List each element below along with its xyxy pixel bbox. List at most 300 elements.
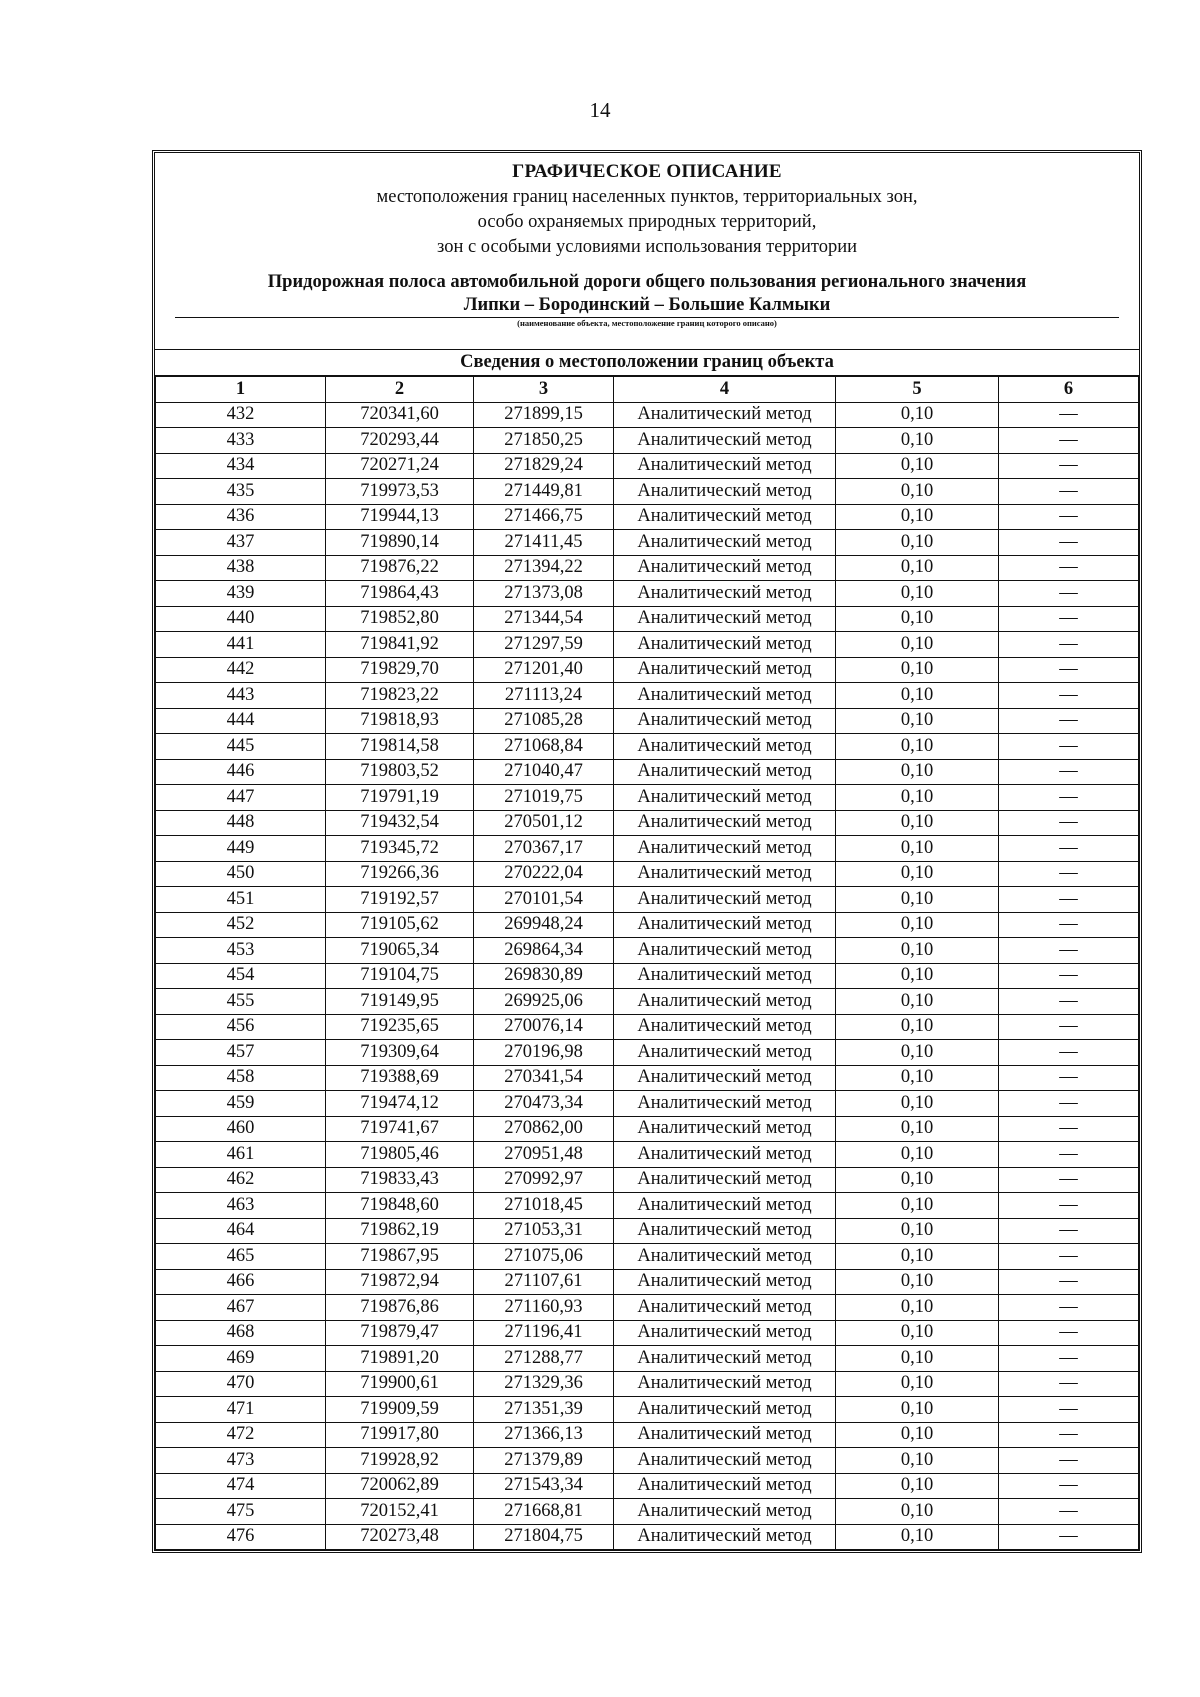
y-coordinate-cell: 271113,24 xyxy=(474,683,614,709)
y-coordinate-cell: 271053,31 xyxy=(474,1218,614,1244)
x-coordinate-cell: 719791,19 xyxy=(326,785,474,811)
description-cell: — xyxy=(999,530,1139,556)
description-cell: — xyxy=(999,887,1139,913)
table-row xyxy=(156,963,1139,989)
y-coordinate-cell: 271329,36 xyxy=(474,1371,614,1397)
description-cell: — xyxy=(999,810,1139,836)
point-number-cell: 447 xyxy=(156,785,326,811)
x-coordinate-cell: 719823,22 xyxy=(326,683,474,709)
table-row xyxy=(156,428,1139,454)
y-coordinate-cell: 270862,00 xyxy=(474,1116,614,1142)
point-number-cell: 453 xyxy=(156,938,326,964)
method-cell: Аналитический метод xyxy=(614,1142,836,1168)
table-row xyxy=(156,734,1139,760)
x-coordinate-cell: 720341,60 xyxy=(326,402,474,428)
section-title: Сведения о местоположении границ объекта xyxy=(155,349,1139,375)
accuracy-cell: 0,10 xyxy=(836,836,999,862)
x-coordinate-cell: 720062,89 xyxy=(326,1473,474,1499)
y-coordinate-cell: 271366,13 xyxy=(474,1422,614,1448)
y-coordinate-cell: 270222,04 xyxy=(474,861,614,887)
x-coordinate-cell: 720273,48 xyxy=(326,1524,474,1550)
description-cell: — xyxy=(999,759,1139,785)
point-number-cell: 456 xyxy=(156,1014,326,1040)
x-coordinate-cell: 719867,95 xyxy=(326,1244,474,1270)
method-cell: Аналитический метод xyxy=(614,810,836,836)
table-row xyxy=(156,938,1139,964)
x-coordinate-cell: 719818,93 xyxy=(326,708,474,734)
table-row xyxy=(156,1499,1139,1525)
point-number-cell: 434 xyxy=(156,453,326,479)
description-cell: — xyxy=(999,912,1139,938)
table-row xyxy=(156,453,1139,479)
table-row xyxy=(156,759,1139,785)
method-cell: Аналитический метод xyxy=(614,861,836,887)
point-number-cell: 442 xyxy=(156,657,326,683)
point-number-cell: 465 xyxy=(156,1244,326,1270)
document-subtitle-line-1: местоположения границ населенных пунктов, территориальных зон, xyxy=(376,187,918,207)
column-header: 6 xyxy=(999,376,1139,402)
document-header xyxy=(155,153,1139,375)
accuracy-cell: 0,10 xyxy=(836,1116,999,1142)
table-row xyxy=(156,606,1139,632)
table-row xyxy=(156,785,1139,811)
x-coordinate-cell: 719862,19 xyxy=(326,1218,474,1244)
accuracy-cell: 0,10 xyxy=(836,479,999,505)
description-cell: — xyxy=(999,504,1139,530)
y-coordinate-cell: 269864,34 xyxy=(474,938,614,964)
y-coordinate-cell: 271107,61 xyxy=(474,1269,614,1295)
accuracy-cell: 0,10 xyxy=(836,1142,999,1168)
document-title: ГРАФИЧЕСКОЕ ОПИСАНИЕ xyxy=(512,161,782,182)
object-name-caption: (наименование объекта, местоположение границ которого описано) xyxy=(517,318,777,328)
y-coordinate-cell: 271351,39 xyxy=(474,1397,614,1423)
y-coordinate-cell: 270341,54 xyxy=(474,1065,614,1091)
method-cell: Аналитический метод xyxy=(614,1448,836,1474)
point-number-cell: 439 xyxy=(156,581,326,607)
description-cell: — xyxy=(999,708,1139,734)
point-number-cell: 440 xyxy=(156,606,326,632)
x-coordinate-cell: 719833,43 xyxy=(326,1167,474,1193)
method-cell: Аналитический метод xyxy=(614,1193,836,1219)
description-cell: — xyxy=(999,1142,1139,1168)
description-cell: — xyxy=(999,1448,1139,1474)
accuracy-cell: 0,10 xyxy=(836,1371,999,1397)
description-cell: — xyxy=(999,1244,1139,1270)
x-coordinate-cell: 719474,12 xyxy=(326,1091,474,1117)
method-cell: Аналитический метод xyxy=(614,530,836,556)
table-row xyxy=(156,632,1139,658)
accuracy-cell: 0,10 xyxy=(836,861,999,887)
method-cell: Аналитический метод xyxy=(614,989,836,1015)
table-row xyxy=(156,1320,1139,1346)
y-coordinate-cell: 271379,89 xyxy=(474,1448,614,1474)
table-row xyxy=(156,1473,1139,1499)
description-cell: — xyxy=(999,989,1139,1015)
x-coordinate-cell: 719848,60 xyxy=(326,1193,474,1219)
method-cell: Аналитический метод xyxy=(614,1320,836,1346)
point-number-cell: 471 xyxy=(156,1397,326,1423)
description-cell: — xyxy=(999,1167,1139,1193)
point-number-cell: 443 xyxy=(156,683,326,709)
table-row xyxy=(156,1346,1139,1372)
description-cell: — xyxy=(999,1116,1139,1142)
y-coordinate-cell: 271344,54 xyxy=(474,606,614,632)
accuracy-cell: 0,10 xyxy=(836,810,999,836)
accuracy-cell: 0,10 xyxy=(836,657,999,683)
page-number: 14 xyxy=(589,98,611,122)
description-cell: — xyxy=(999,734,1139,760)
point-number-cell: 461 xyxy=(156,1142,326,1168)
y-coordinate-cell: 271411,45 xyxy=(474,530,614,556)
y-coordinate-cell: 270367,17 xyxy=(474,836,614,862)
table-row xyxy=(156,1524,1139,1550)
column-header: 3 xyxy=(474,376,614,402)
x-coordinate-cell: 719841,92 xyxy=(326,632,474,658)
point-number-cell: 475 xyxy=(156,1499,326,1525)
table-row xyxy=(156,1422,1139,1448)
accuracy-cell: 0,10 xyxy=(836,1244,999,1270)
table-row xyxy=(156,861,1139,887)
description-cell: — xyxy=(999,555,1139,581)
description-cell: — xyxy=(999,836,1139,862)
table-row xyxy=(156,1065,1139,1091)
point-number-cell: 449 xyxy=(156,836,326,862)
method-cell: Аналитический метод xyxy=(614,912,836,938)
accuracy-cell: 0,10 xyxy=(836,555,999,581)
method-cell: Аналитический метод xyxy=(614,1422,836,1448)
method-cell: Аналитический метод xyxy=(614,1397,836,1423)
method-cell: Аналитический метод xyxy=(614,1269,836,1295)
description-cell: — xyxy=(999,1065,1139,1091)
y-coordinate-cell: 270101,54 xyxy=(474,887,614,913)
description-cell: — xyxy=(999,1295,1139,1321)
point-number-cell: 464 xyxy=(156,1218,326,1244)
accuracy-cell: 0,10 xyxy=(836,912,999,938)
y-coordinate-cell: 271018,45 xyxy=(474,1193,614,1219)
x-coordinate-cell: 719852,80 xyxy=(326,606,474,632)
method-cell: Аналитический метод xyxy=(614,632,836,658)
accuracy-cell: 0,10 xyxy=(836,453,999,479)
point-number-cell: 472 xyxy=(156,1422,326,1448)
method-cell: Аналитический метод xyxy=(614,581,836,607)
accuracy-cell: 0,10 xyxy=(836,1065,999,1091)
accuracy-cell: 0,10 xyxy=(836,1167,999,1193)
method-cell: Аналитический метод xyxy=(614,1065,836,1091)
table-row xyxy=(156,887,1139,913)
y-coordinate-cell: 271040,47 xyxy=(474,759,614,785)
accuracy-cell: 0,10 xyxy=(836,938,999,964)
method-cell: Аналитический метод xyxy=(614,708,836,734)
document-frame xyxy=(152,150,1142,1553)
accuracy-cell: 0,10 xyxy=(836,402,999,428)
x-coordinate-cell: 719879,47 xyxy=(326,1320,474,1346)
accuracy-cell: 0,10 xyxy=(836,1448,999,1474)
accuracy-cell: 0,10 xyxy=(836,1397,999,1423)
point-number-cell: 476 xyxy=(156,1524,326,1550)
point-number-cell: 466 xyxy=(156,1269,326,1295)
table-row xyxy=(156,1116,1139,1142)
description-cell: — xyxy=(999,581,1139,607)
description-cell: — xyxy=(999,1218,1139,1244)
y-coordinate-cell: 271804,75 xyxy=(474,1524,614,1550)
y-coordinate-cell: 271850,25 xyxy=(474,428,614,454)
description-cell: — xyxy=(999,1320,1139,1346)
accuracy-cell: 0,10 xyxy=(836,1193,999,1219)
description-cell: — xyxy=(999,1193,1139,1219)
accuracy-cell: 0,10 xyxy=(836,530,999,556)
table-row xyxy=(156,1218,1139,1244)
accuracy-cell: 0,10 xyxy=(836,606,999,632)
method-cell: Аналитический метод xyxy=(614,504,836,530)
x-coordinate-cell: 719876,86 xyxy=(326,1295,474,1321)
description-cell: — xyxy=(999,1371,1139,1397)
table-row xyxy=(156,1371,1139,1397)
table-row xyxy=(156,1014,1139,1040)
accuracy-cell: 0,10 xyxy=(836,504,999,530)
x-coordinate-cell: 719900,61 xyxy=(326,1371,474,1397)
method-cell: Аналитический метод xyxy=(614,1091,836,1117)
method-cell: Аналитический метод xyxy=(614,1218,836,1244)
point-number-cell: 458 xyxy=(156,1065,326,1091)
column-header: 5 xyxy=(836,376,999,402)
method-cell: Аналитический метод xyxy=(614,1473,836,1499)
x-coordinate-cell: 719973,53 xyxy=(326,479,474,505)
point-number-cell: 437 xyxy=(156,530,326,556)
method-cell: Аналитический метод xyxy=(614,1295,836,1321)
x-coordinate-cell: 719909,59 xyxy=(326,1397,474,1423)
method-cell: Аналитический метод xyxy=(614,606,836,632)
document-subtitle-line-3: зон с особыми условиями использования территории xyxy=(437,237,857,257)
y-coordinate-cell: 271068,84 xyxy=(474,734,614,760)
table-row xyxy=(156,1040,1139,1066)
y-coordinate-cell: 271160,93 xyxy=(474,1295,614,1321)
method-cell: Аналитический метод xyxy=(614,1040,836,1066)
x-coordinate-cell: 719104,75 xyxy=(326,963,474,989)
point-number-cell: 463 xyxy=(156,1193,326,1219)
accuracy-cell: 0,10 xyxy=(836,1014,999,1040)
table-row xyxy=(156,912,1139,938)
method-cell: Аналитический метод xyxy=(614,1346,836,1372)
description-cell: — xyxy=(999,938,1139,964)
method-cell: Аналитический метод xyxy=(614,479,836,505)
x-coordinate-cell: 719805,46 xyxy=(326,1142,474,1168)
x-coordinate-cell: 719065,34 xyxy=(326,938,474,964)
x-coordinate-cell: 719944,13 xyxy=(326,504,474,530)
accuracy-cell: 0,10 xyxy=(836,963,999,989)
description-cell: — xyxy=(999,1473,1139,1499)
point-number-cell: 446 xyxy=(156,759,326,785)
method-cell: Аналитический метод xyxy=(614,1524,836,1550)
description-cell: — xyxy=(999,428,1139,454)
table-row xyxy=(156,1142,1139,1168)
y-coordinate-cell: 271466,75 xyxy=(474,504,614,530)
y-coordinate-cell: 271297,59 xyxy=(474,632,614,658)
x-coordinate-cell: 719345,72 xyxy=(326,836,474,862)
accuracy-cell: 0,10 xyxy=(836,1320,999,1346)
description-cell: — xyxy=(999,402,1139,428)
y-coordinate-cell: 271394,22 xyxy=(474,555,614,581)
y-coordinate-cell: 270196,98 xyxy=(474,1040,614,1066)
accuracy-cell: 0,10 xyxy=(836,759,999,785)
point-number-cell: 433 xyxy=(156,428,326,454)
x-coordinate-cell: 719829,70 xyxy=(326,657,474,683)
x-coordinate-cell: 719235,65 xyxy=(326,1014,474,1040)
description-cell: — xyxy=(999,785,1139,811)
method-cell: Аналитический метод xyxy=(614,836,836,862)
method-cell: Аналитический метод xyxy=(614,1371,836,1397)
x-coordinate-cell: 719890,14 xyxy=(326,530,474,556)
accuracy-cell: 0,10 xyxy=(836,785,999,811)
accuracy-cell: 0,10 xyxy=(836,1499,999,1525)
coordinates-table xyxy=(155,375,1139,1550)
y-coordinate-cell: 270076,14 xyxy=(474,1014,614,1040)
method-cell: Аналитический метод xyxy=(614,555,836,581)
table-row xyxy=(156,1193,1139,1219)
y-coordinate-cell: 271201,40 xyxy=(474,657,614,683)
x-coordinate-cell: 719876,22 xyxy=(326,555,474,581)
method-cell: Аналитический метод xyxy=(614,428,836,454)
method-cell: Аналитический метод xyxy=(614,402,836,428)
document-subtitle-line-2: особо охраняемых природных территорий, xyxy=(477,212,817,232)
accuracy-cell: 0,10 xyxy=(836,683,999,709)
description-cell: — xyxy=(999,1014,1139,1040)
y-coordinate-cell: 270951,48 xyxy=(474,1142,614,1168)
method-cell: Аналитический метод xyxy=(614,734,836,760)
point-number-cell: 441 xyxy=(156,632,326,658)
method-cell: Аналитический метод xyxy=(614,963,836,989)
accuracy-cell: 0,10 xyxy=(836,632,999,658)
method-cell: Аналитический метод xyxy=(614,1499,836,1525)
x-coordinate-cell: 719928,92 xyxy=(326,1448,474,1474)
table-header-row xyxy=(156,376,1139,402)
point-number-cell: 451 xyxy=(156,887,326,913)
table-row xyxy=(156,989,1139,1015)
table-body xyxy=(156,402,1139,1550)
accuracy-cell: 0,10 xyxy=(836,1346,999,1372)
description-cell: — xyxy=(999,479,1139,505)
table-row xyxy=(156,1295,1139,1321)
description-cell: — xyxy=(999,1091,1139,1117)
point-number-cell: 438 xyxy=(156,555,326,581)
method-cell: Аналитический метод xyxy=(614,1167,836,1193)
y-coordinate-cell: 269925,06 xyxy=(474,989,614,1015)
table-row xyxy=(156,810,1139,836)
table-row xyxy=(156,1448,1139,1474)
x-coordinate-cell: 719864,43 xyxy=(326,581,474,607)
y-coordinate-cell: 271668,81 xyxy=(474,1499,614,1525)
description-cell: — xyxy=(999,657,1139,683)
accuracy-cell: 0,10 xyxy=(836,428,999,454)
y-coordinate-cell: 271085,28 xyxy=(474,708,614,734)
description-cell: — xyxy=(999,606,1139,632)
x-coordinate-cell: 719741,67 xyxy=(326,1116,474,1142)
description-cell: — xyxy=(999,632,1139,658)
description-cell: — xyxy=(999,1346,1139,1372)
accuracy-cell: 0,10 xyxy=(836,887,999,913)
accuracy-cell: 0,10 xyxy=(836,1422,999,1448)
accuracy-cell: 0,10 xyxy=(836,989,999,1015)
description-cell: — xyxy=(999,963,1139,989)
y-coordinate-cell: 271449,81 xyxy=(474,479,614,505)
table-row xyxy=(156,581,1139,607)
y-coordinate-cell: 271543,34 xyxy=(474,1473,614,1499)
point-number-cell: 450 xyxy=(156,861,326,887)
table-row xyxy=(156,683,1139,709)
accuracy-cell: 0,10 xyxy=(836,581,999,607)
x-coordinate-cell: 719814,58 xyxy=(326,734,474,760)
point-number-cell: 445 xyxy=(156,734,326,760)
method-cell: Аналитический метод xyxy=(614,1116,836,1142)
x-coordinate-cell: 720293,44 xyxy=(326,428,474,454)
method-cell: Аналитический метод xyxy=(614,785,836,811)
accuracy-cell: 0,10 xyxy=(836,1524,999,1550)
accuracy-cell: 0,10 xyxy=(836,1040,999,1066)
point-number-cell: 467 xyxy=(156,1295,326,1321)
x-coordinate-cell: 719872,94 xyxy=(326,1269,474,1295)
method-cell: Аналитический метод xyxy=(614,657,836,683)
point-number-cell: 470 xyxy=(156,1371,326,1397)
y-coordinate-cell: 269948,24 xyxy=(474,912,614,938)
y-coordinate-cell: 270501,12 xyxy=(474,810,614,836)
description-cell: — xyxy=(999,1524,1139,1550)
point-number-cell: 460 xyxy=(156,1116,326,1142)
x-coordinate-cell: 720271,24 xyxy=(326,453,474,479)
object-name-line-2: Липки – Бородинский – Большие Калмыки xyxy=(463,295,831,315)
method-cell: Аналитический метод xyxy=(614,1014,836,1040)
point-number-cell: 474 xyxy=(156,1473,326,1499)
x-coordinate-cell: 719192,57 xyxy=(326,887,474,913)
accuracy-cell: 0,10 xyxy=(836,1473,999,1499)
x-coordinate-cell: 719432,54 xyxy=(326,810,474,836)
x-coordinate-cell: 719266,36 xyxy=(326,861,474,887)
table-row xyxy=(156,836,1139,862)
point-number-cell: 452 xyxy=(156,912,326,938)
table-row xyxy=(156,1091,1139,1117)
accuracy-cell: 0,10 xyxy=(836,1091,999,1117)
y-coordinate-cell: 271373,08 xyxy=(474,581,614,607)
description-cell: — xyxy=(999,1397,1139,1423)
description-cell: — xyxy=(999,453,1139,479)
description-cell: — xyxy=(999,1040,1139,1066)
table-row xyxy=(156,504,1139,530)
y-coordinate-cell: 271196,41 xyxy=(474,1320,614,1346)
accuracy-cell: 0,10 xyxy=(836,1295,999,1321)
table-row xyxy=(156,657,1139,683)
column-header: 4 xyxy=(614,376,836,402)
point-number-cell: 448 xyxy=(156,810,326,836)
y-coordinate-cell: 271288,77 xyxy=(474,1346,614,1372)
point-number-cell: 455 xyxy=(156,989,326,1015)
method-cell: Аналитический метод xyxy=(614,683,836,709)
table-row xyxy=(156,1244,1139,1270)
accuracy-cell: 0,10 xyxy=(836,1218,999,1244)
point-number-cell: 432 xyxy=(156,402,326,428)
x-coordinate-cell: 719309,64 xyxy=(326,1040,474,1066)
description-cell: — xyxy=(999,861,1139,887)
method-cell: Аналитический метод xyxy=(614,1244,836,1270)
point-number-cell: 469 xyxy=(156,1346,326,1372)
point-number-cell: 454 xyxy=(156,963,326,989)
table-row xyxy=(156,555,1139,581)
x-coordinate-cell: 719149,95 xyxy=(326,989,474,1015)
y-coordinate-cell: 271075,06 xyxy=(474,1244,614,1270)
table-row xyxy=(156,479,1139,505)
y-coordinate-cell: 270992,97 xyxy=(474,1167,614,1193)
point-number-cell: 468 xyxy=(156,1320,326,1346)
x-coordinate-cell: 719105,62 xyxy=(326,912,474,938)
accuracy-cell: 0,10 xyxy=(836,708,999,734)
point-number-cell: 444 xyxy=(156,708,326,734)
